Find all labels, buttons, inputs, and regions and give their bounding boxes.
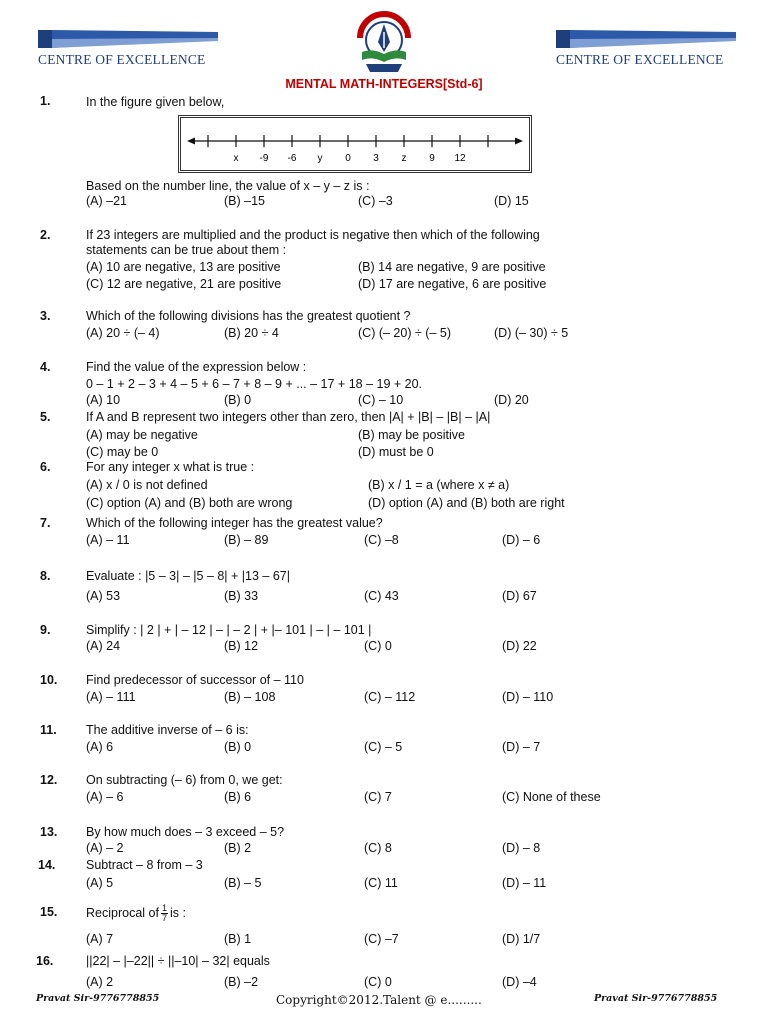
option-b[interactable]: (B) – 89	[224, 533, 269, 547]
question-text: For any integer x what is true :	[86, 460, 255, 474]
brand-name: CENTRE OF EXCELLENCE	[556, 52, 724, 67]
option-c[interactable]: (C) option (A) and (B) both are wrong	[86, 496, 293, 510]
option-b[interactable]: (B) 0	[224, 393, 252, 407]
brand-swoosh-icon	[556, 30, 736, 50]
question-number: 8.	[40, 569, 51, 583]
question-number: 14.	[38, 858, 56, 872]
number-line-svg	[181, 118, 529, 170]
option-a[interactable]: (A) – 11	[86, 533, 130, 547]
question-text: Find predecessor of successor of – 110	[86, 673, 304, 687]
option-d[interactable]: (C) None of these	[502, 790, 601, 804]
question-text: Which of the following divisions has the greatest quotient ?	[86, 309, 411, 323]
question-number: 3.	[40, 309, 51, 323]
option-c[interactable]: (C) –7	[364, 932, 399, 946]
number-line-label: 0	[345, 153, 351, 164]
question-text: On subtracting (– 6) from 0, we get:	[86, 773, 283, 787]
option-d[interactable]: (D) 17 are negative, 6 are positive	[358, 277, 547, 291]
brand-name: CENTRE OF EXCELLENCE	[38, 52, 206, 67]
option-a[interactable]: (A) – 2	[86, 841, 124, 855]
option-d[interactable]: (D) – 110	[502, 690, 554, 704]
option-a[interactable]: (A) 2	[86, 975, 114, 989]
question-text: 0 – 1 + 2 – 3 + 4 – 5 + 6 – 7 + 8 – 9 + ... – 17 + 18 – 19 + 20.	[86, 377, 423, 391]
option-b[interactable]: (B) 14 are negative, 9 are positive	[358, 260, 546, 274]
footer-copyright: Copyright©2012.Talent @ e.........	[276, 993, 482, 1007]
worksheet-title: MENTAL MATH-INTEGERS[Std-6]	[285, 77, 483, 91]
question-text: Subtract – 8 from – 3	[86, 858, 203, 872]
option-b[interactable]: (B) – 108	[224, 690, 276, 704]
option-c[interactable]: (C) – 112	[364, 690, 416, 704]
option-d[interactable]: (D) 22	[502, 639, 537, 653]
option-a[interactable]: (A) –21	[86, 194, 127, 208]
option-c[interactable]: (C) 8	[364, 841, 392, 855]
question-text-part: Reciprocal of	[86, 906, 159, 920]
option-c[interactable]: (C) 12 are negative, 21 are positive	[86, 277, 282, 291]
option-a[interactable]: (A) 53	[86, 589, 121, 603]
question-number: 9.	[40, 623, 51, 637]
question-text-part: is :	[169, 906, 186, 920]
option-d[interactable]: (D) –4	[502, 975, 537, 989]
question-number: 7.	[40, 516, 51, 530]
option-c[interactable]: (C) 0	[364, 975, 392, 989]
option-c[interactable]: (C) – 5	[364, 740, 403, 754]
number-line-label: z	[401, 153, 407, 164]
question-number: 1.	[40, 94, 51, 108]
option-a[interactable]: (A) 24	[86, 639, 121, 653]
option-b[interactable]: (B) 6	[224, 790, 252, 804]
question-text: Simplify : | 2 | + | – 12 | – | – 2 | + |– 101 | – | – 101 |	[86, 623, 372, 637]
number-line-figure	[178, 115, 532, 173]
option-d[interactable]: (D) – 11	[502, 876, 547, 890]
footer-signature: Pravat Sir-9776778855	[594, 993, 718, 1004]
option-b[interactable]: (B) –15	[224, 194, 265, 208]
brand-swoosh-icon	[38, 30, 218, 50]
question-number: 10.	[40, 673, 58, 687]
number-line-label: -9	[259, 153, 269, 164]
option-d[interactable]: (D) – 8	[502, 841, 541, 855]
question-text: By how much does – 3 exceed – 5?	[86, 825, 285, 839]
question-number: 16.	[36, 954, 54, 968]
question-number: 6.	[40, 460, 51, 474]
question-number: 11.	[40, 723, 57, 737]
number-line-label: y	[317, 153, 323, 164]
fraction-numerator: 1	[161, 903, 167, 914]
question-text: In the figure given below,	[86, 95, 225, 109]
option-d[interactable]: (D) 15	[494, 194, 529, 208]
question-text: ||22| – |–22|| ÷ ||–10| – 32| equals	[86, 954, 270, 968]
option-a[interactable]: (A) 20 ÷ (– 4)	[86, 326, 160, 340]
option-c[interactable]: (C) 7	[364, 790, 392, 804]
question-text	[86, 899, 186, 927]
option-a[interactable]: (A) x / 0 is not defined	[86, 478, 208, 492]
option-b[interactable]: (B) 20 ÷ 4	[224, 326, 279, 340]
option-b[interactable]: (B) 0	[224, 740, 252, 754]
option-d[interactable]: (D) option (A) and (B) both are right	[368, 496, 565, 510]
number-line-label: 12	[454, 153, 466, 164]
number-line-label: x	[233, 153, 239, 164]
option-c[interactable]: (C) (– 20) ÷ (– 5)	[358, 326, 451, 340]
number-line-label: 9	[429, 153, 435, 164]
question-number: 12.	[40, 773, 58, 787]
fraction-denominator: 7	[161, 913, 167, 924]
option-d[interactable]: (D) – 7	[502, 740, 541, 754]
option-b[interactable]: (B) 12	[224, 639, 259, 653]
option-a[interactable]: (A) 10	[86, 393, 121, 407]
school-logo-icon	[352, 8, 416, 76]
option-c[interactable]: (C) – 10	[358, 393, 404, 407]
footer-signature: Pravat Sir-9776778855	[36, 993, 160, 1004]
question-text: Find the value of the expression below :	[86, 360, 307, 374]
option-a[interactable]: (A) – 111	[86, 690, 136, 704]
question-number: 13.	[40, 825, 58, 839]
number-line-label: -6	[287, 153, 297, 164]
brand-right	[556, 30, 736, 68]
question-number: 2.	[40, 228, 51, 242]
question-text: Which of the following integer has the greatest value?	[86, 516, 383, 530]
brand-left	[38, 30, 218, 68]
fraction	[161, 904, 168, 923]
option-c[interactable]: (C) may be 0	[86, 445, 159, 459]
option-d[interactable]: (D) 20	[494, 393, 529, 407]
question-number: 15.	[40, 905, 58, 919]
option-a[interactable]: (A) 5	[86, 876, 114, 890]
option-d[interactable]: (D) (– 30) ÷ 5	[494, 326, 569, 340]
option-d[interactable]: (D) must be 0	[358, 445, 434, 459]
option-d[interactable]: (D) 1/7	[502, 932, 541, 946]
option-a[interactable]: (A) may be negative	[86, 428, 198, 442]
option-b[interactable]: (B) x / 1 = a (where x ≠ a)	[368, 478, 510, 492]
option-a[interactable]: (A) 6	[86, 740, 114, 754]
option-c[interactable]: (C) 43	[364, 589, 399, 603]
option-d[interactable]: (D) – 6	[502, 533, 541, 547]
option-d[interactable]: (D) 67	[502, 589, 537, 603]
option-a[interactable]: (A) 7	[86, 932, 114, 946]
question-number: 5.	[40, 410, 51, 424]
option-b[interactable]: (B) 2	[224, 841, 252, 855]
option-c[interactable]: (C) –3	[358, 194, 393, 208]
question-text: If A and B represent two integers other than zero, then |A| + |B| – |B| – |A|	[86, 410, 491, 424]
number-line-label: 3	[373, 153, 379, 164]
option-b[interactable]: (B) – 5	[224, 876, 262, 890]
question-number: 4.	[40, 360, 51, 374]
option-b[interactable]: (B) –2	[224, 975, 259, 989]
option-a[interactable]: (A) – 6	[86, 790, 124, 804]
question-text: If 23 integers are multiplied and the product is negative then which of the following	[86, 228, 540, 242]
option-c[interactable]: (C) 11	[364, 876, 398, 890]
question-text: Based on the number line, the value of x – y – z is :	[86, 179, 370, 193]
option-b[interactable]: (B) may be positive	[358, 428, 465, 442]
question-text: The additive inverse of – 6 is:	[86, 723, 249, 737]
option-c[interactable]: (C) 0	[364, 639, 392, 653]
option-a[interactable]: (A) 10 are negative, 13 are positive	[86, 260, 281, 274]
question-text: Evaluate : |5 – 3| – |5 – 8| + |13 – 67|	[86, 569, 290, 583]
question-text: statements can be true about them :	[86, 243, 287, 257]
option-b[interactable]: (B) 33	[224, 589, 259, 603]
option-b[interactable]: (B) 1	[224, 932, 252, 946]
option-c[interactable]: (C) –8	[364, 533, 399, 547]
